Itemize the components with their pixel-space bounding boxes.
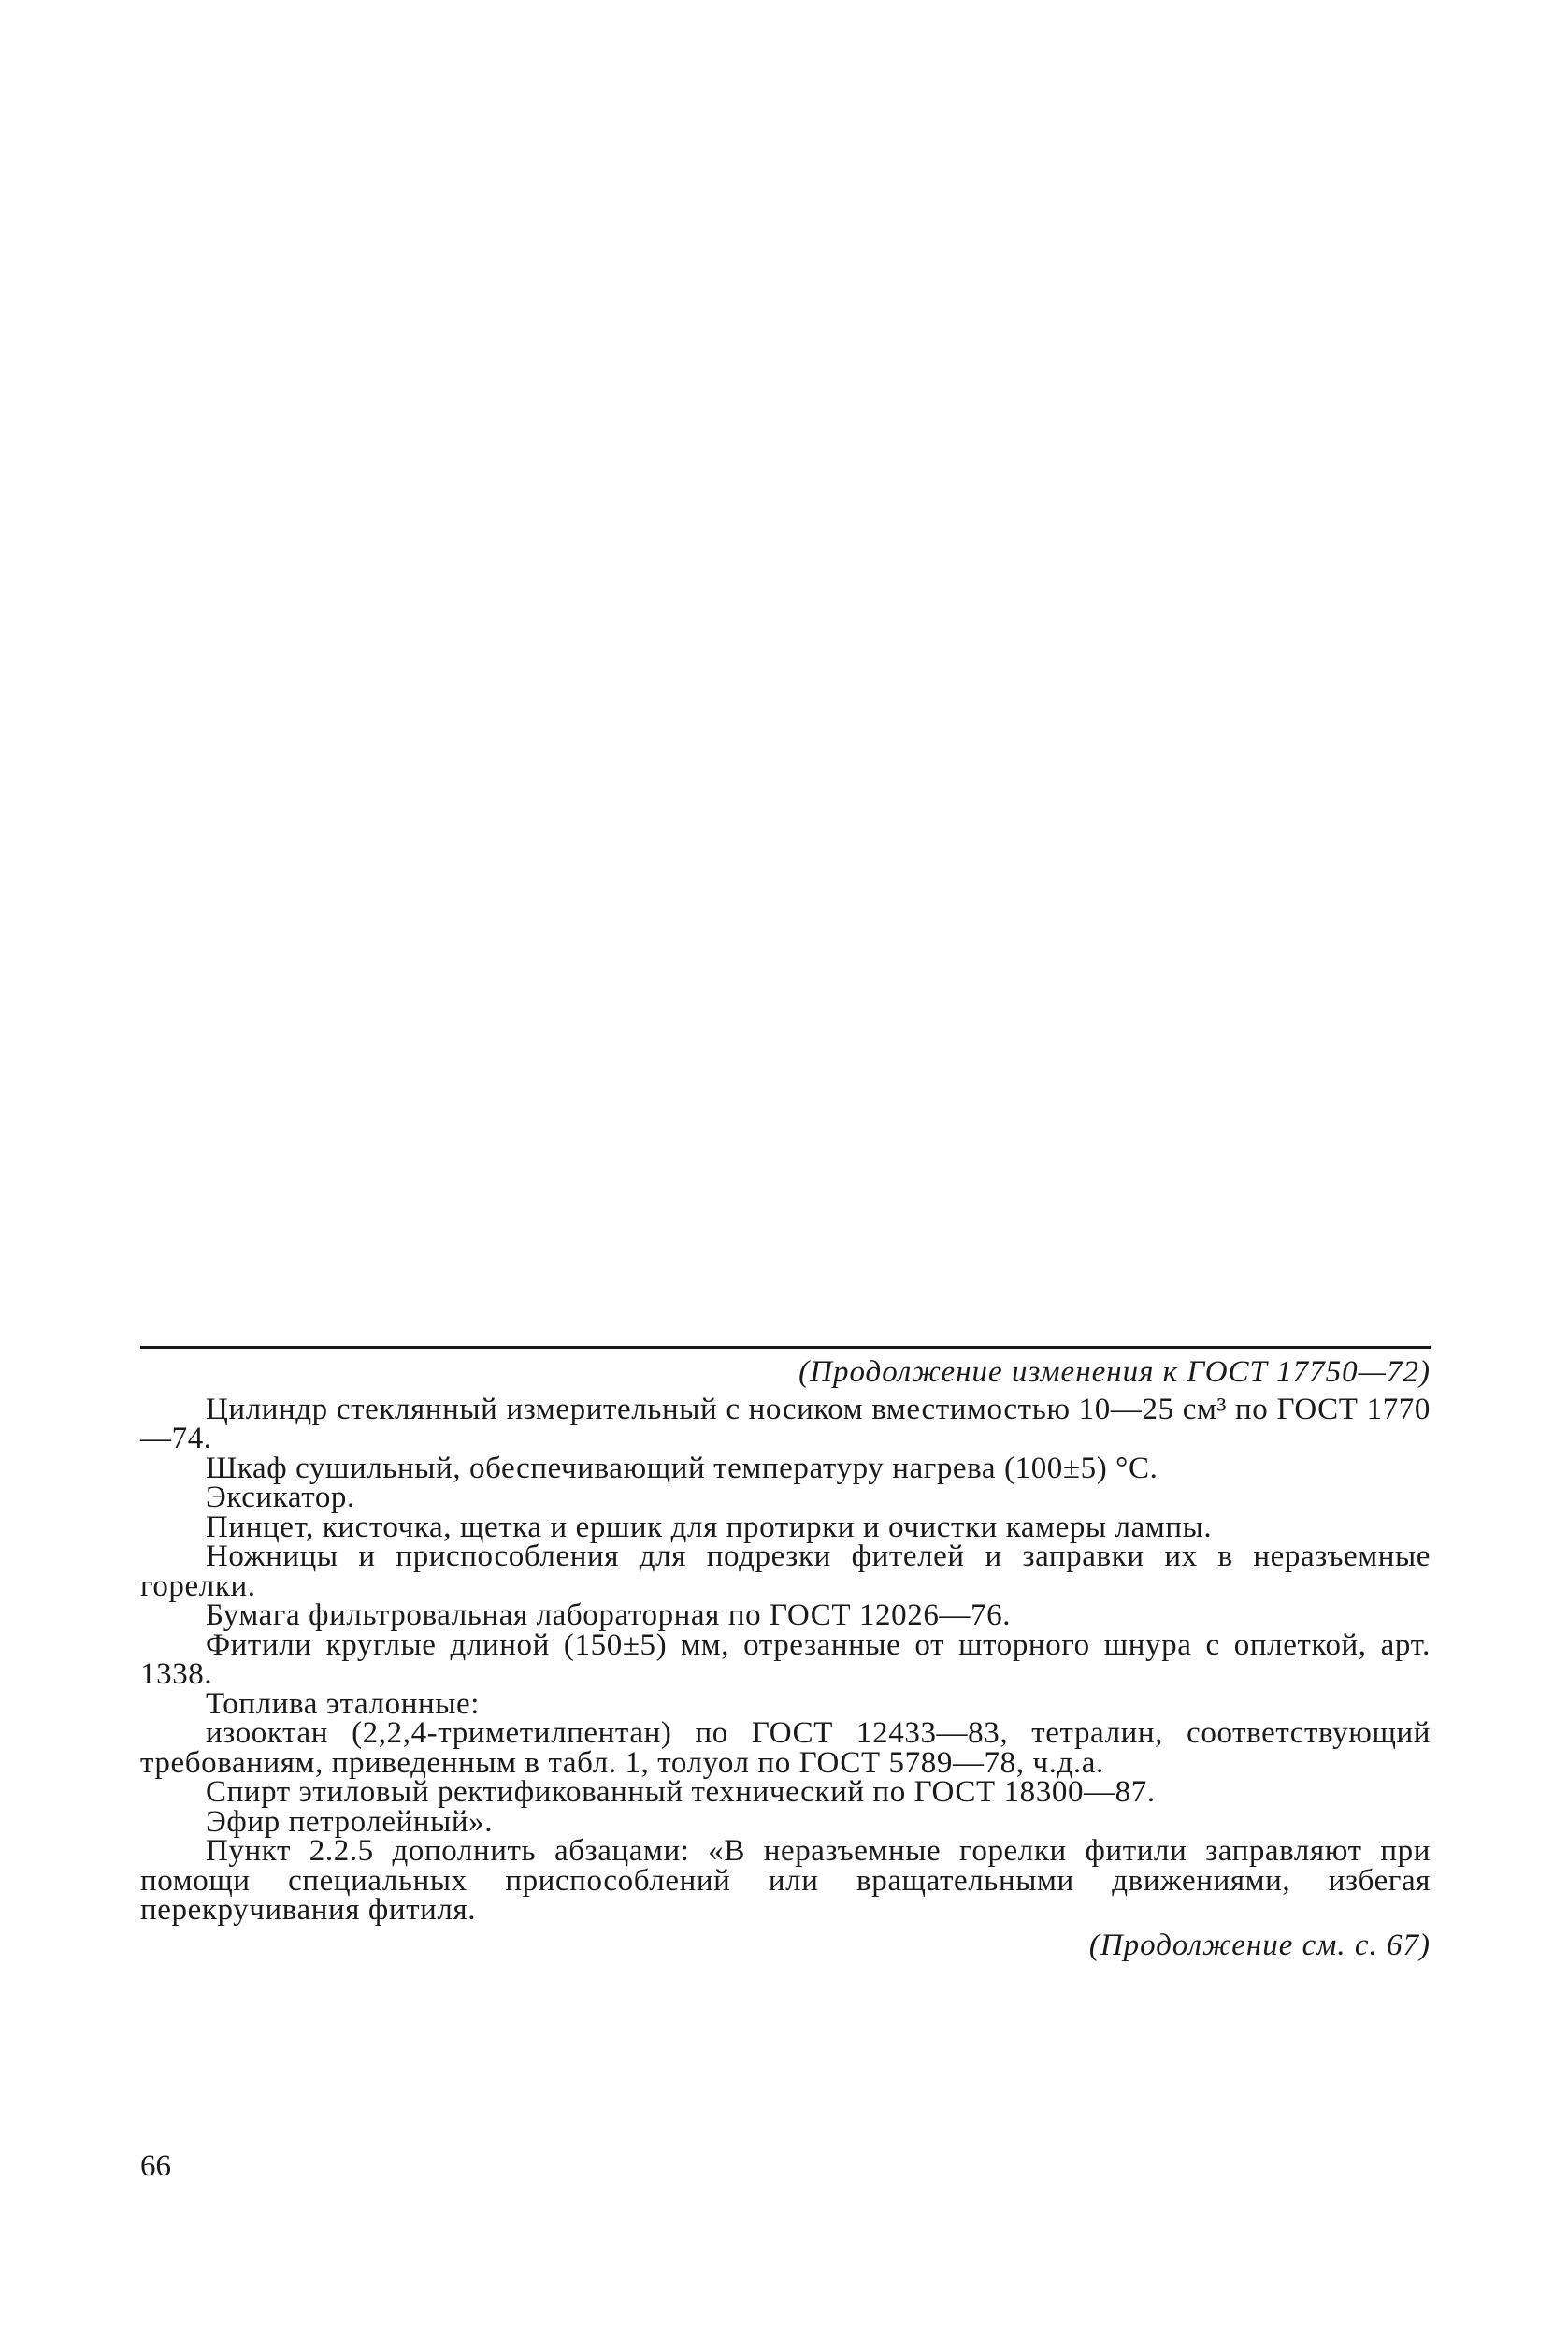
- continued-note: (Продолжение см. с. 67): [1088, 1928, 1431, 1962]
- paragraph-tweezers: Пинцет, кисточка, щетка и ершик для протирки и очистки камеры лампы.: [206, 1510, 1213, 1544]
- paragraph-reference-fuels: Топлива эталонные:: [206, 1686, 481, 1721]
- paragraph-clause-2-2-5: Пункт 2.2.5 дополнить абзацами: «В неразъемные горелки фитили заправляют при помощи специальных приспособлений или вращательными движениями, избегая перекручивания фитиля.: [140, 1834, 1431, 1927]
- paragraph-desiccator: Эксикатор.: [206, 1481, 355, 1514]
- paragraph-scissors: Ножницы и приспособления для подрезки фителей и заправки их в неразъемные горелки.: [140, 1539, 1431, 1603]
- paragraph-drying-cabinet: Шкаф сушильный, обеспечивающий температуру нагрева (100±5) °С.: [206, 1451, 1158, 1485]
- continuation-heading: (Продолжение изменения к ГОСТ 17750—72): [798, 1355, 1431, 1389]
- paragraph-filter-paper: Бумага фильтровальная лабораторная по ГОСТ 12026—76.: [206, 1598, 1012, 1632]
- paragraph-cylinder: Цилиндр стеклянный измерительный с носиком вместимостью 10—25 см³ по ГОСТ 1770—74.: [140, 1392, 1431, 1455]
- text-block: [140, 1355, 1431, 1962]
- paragraph-ethyl-alcohol: Спирт этиловый ректификованный технический по ГОСТ 18300—87.: [206, 1775, 1156, 1809]
- paragraph-wicks: Фитили круглые длиной (150±5) мм, отрезанные от шторного шнура с оплеткой, арт. 1338.: [140, 1627, 1431, 1691]
- paragraph-petroleum-ether: Эфир петролейный».: [206, 1804, 494, 1839]
- header-divider: [140, 1346, 1431, 1349]
- paragraph-isooctane: изооктан (2,2,4-триметилпентан) по ГОСТ 12433—83, тетралин, соответствующий требованиям, приведенным в табл. 1, толуол по ГОСТ 5789—78, ч.д.а.: [140, 1716, 1431, 1780]
- page-number: 66: [140, 2149, 171, 2183]
